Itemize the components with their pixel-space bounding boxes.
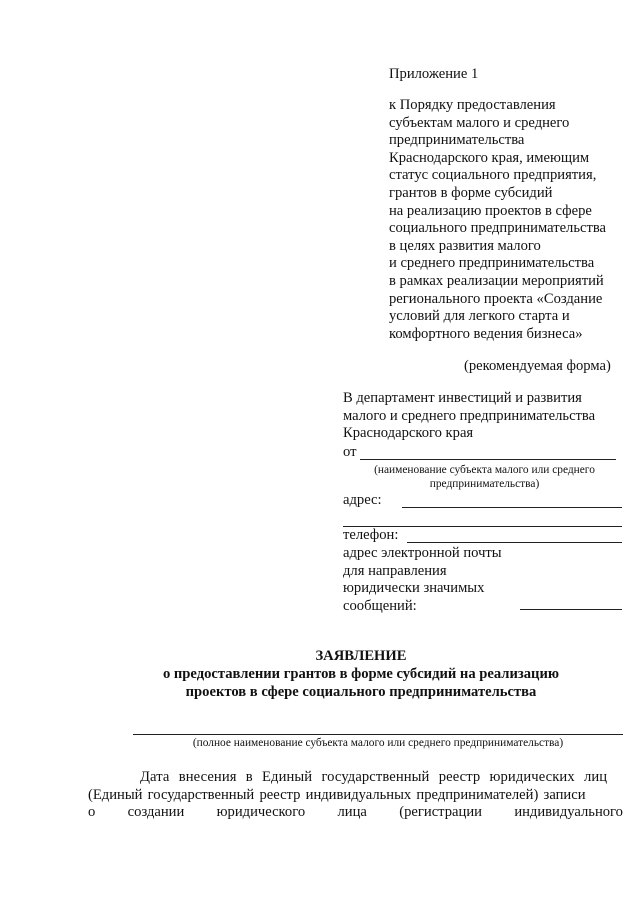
appendix-line: статус социального предприятия, bbox=[389, 167, 597, 184]
from-field[interactable] bbox=[360, 459, 616, 460]
email-label-line: сообщений: bbox=[343, 597, 417, 614]
body-word: о bbox=[88, 804, 96, 820]
appendix-title: Приложение 1 bbox=[389, 66, 479, 82]
form-note: (рекомендуемая форма) bbox=[464, 358, 611, 374]
body-text: Дата внесения в Единый государственный реестр юридических лиц bbox=[140, 769, 608, 785]
fullname-field[interactable] bbox=[133, 734, 623, 735]
addressee-block bbox=[343, 390, 595, 443]
addressee-line: малого и среднего предпринимательства bbox=[343, 407, 596, 424]
body-word: создании bbox=[127, 804, 185, 820]
body-line-3 bbox=[88, 804, 623, 822]
appendix-line: социального предпринимательства bbox=[389, 220, 607, 237]
body-word: (регистрации bbox=[399, 804, 482, 820]
appendix-line: регионального проекта «Создание bbox=[389, 290, 603, 307]
appendix-line: Краснодарского края, имеющим bbox=[389, 149, 590, 166]
from-hint-line: предпринимательства) bbox=[429, 478, 540, 490]
appendix-line: условий для легкого старта и bbox=[389, 308, 570, 325]
address-label: адрес: bbox=[343, 492, 382, 508]
phone-label: телефон: bbox=[343, 527, 399, 543]
appendix-line: в рамках реализации мероприятий bbox=[389, 272, 604, 289]
body-word: лица bbox=[337, 804, 367, 820]
body-line-1 bbox=[140, 769, 623, 787]
from-hint-line: (наименование субъекта малого или среднего bbox=[374, 464, 595, 476]
email-label-block bbox=[343, 545, 502, 615]
appendix-line: субъектам малого и среднего bbox=[389, 114, 570, 131]
appendix-line: на реализацию проектов в сфере bbox=[389, 202, 592, 219]
from-label: от bbox=[343, 444, 357, 460]
appendix-line: комфортного ведения бизнеса» bbox=[389, 325, 583, 342]
body-word: юридического bbox=[216, 804, 306, 820]
appendix-text bbox=[389, 97, 606, 343]
phone-field[interactable] bbox=[407, 542, 622, 543]
fullname-hint: (полное наименование субъекта малого или среднего предпринимательства) bbox=[192, 737, 564, 749]
appendix-line: к Порядку предоставления bbox=[389, 97, 556, 113]
email-label-line: для направления bbox=[343, 562, 447, 579]
from-hint bbox=[343, 463, 626, 491]
email-field[interactable] bbox=[520, 609, 622, 610]
email-label-line: адрес электронной почты bbox=[343, 545, 502, 561]
body-line-2 bbox=[88, 787, 623, 805]
email-label-line: юридически значимых bbox=[343, 580, 485, 597]
body-word: индивидуального bbox=[514, 804, 623, 820]
appendix-line: в целях развития малого bbox=[389, 237, 541, 254]
appendix-line: грантов в форме субсидий bbox=[389, 184, 553, 201]
appendix-line: предпринимательства bbox=[389, 132, 525, 149]
body-text: (Единый государственный реестр индивидуальных предпринимателей) записи bbox=[88, 787, 586, 803]
address-field[interactable] bbox=[402, 507, 622, 508]
document-subtitle: проектов в сфере социального предпринимательства bbox=[185, 684, 537, 700]
appendix-line: и среднего предпринимательства bbox=[389, 255, 595, 272]
addressee-line: Краснодарского края bbox=[343, 425, 474, 442]
document-title: ЗАЯВЛЕНИЕ bbox=[315, 648, 407, 664]
document-subtitle: о предоставлении грантов в форме субсидий на реализацию bbox=[162, 666, 560, 682]
addressee-line: В департамент инвестиций и развития bbox=[343, 390, 582, 406]
